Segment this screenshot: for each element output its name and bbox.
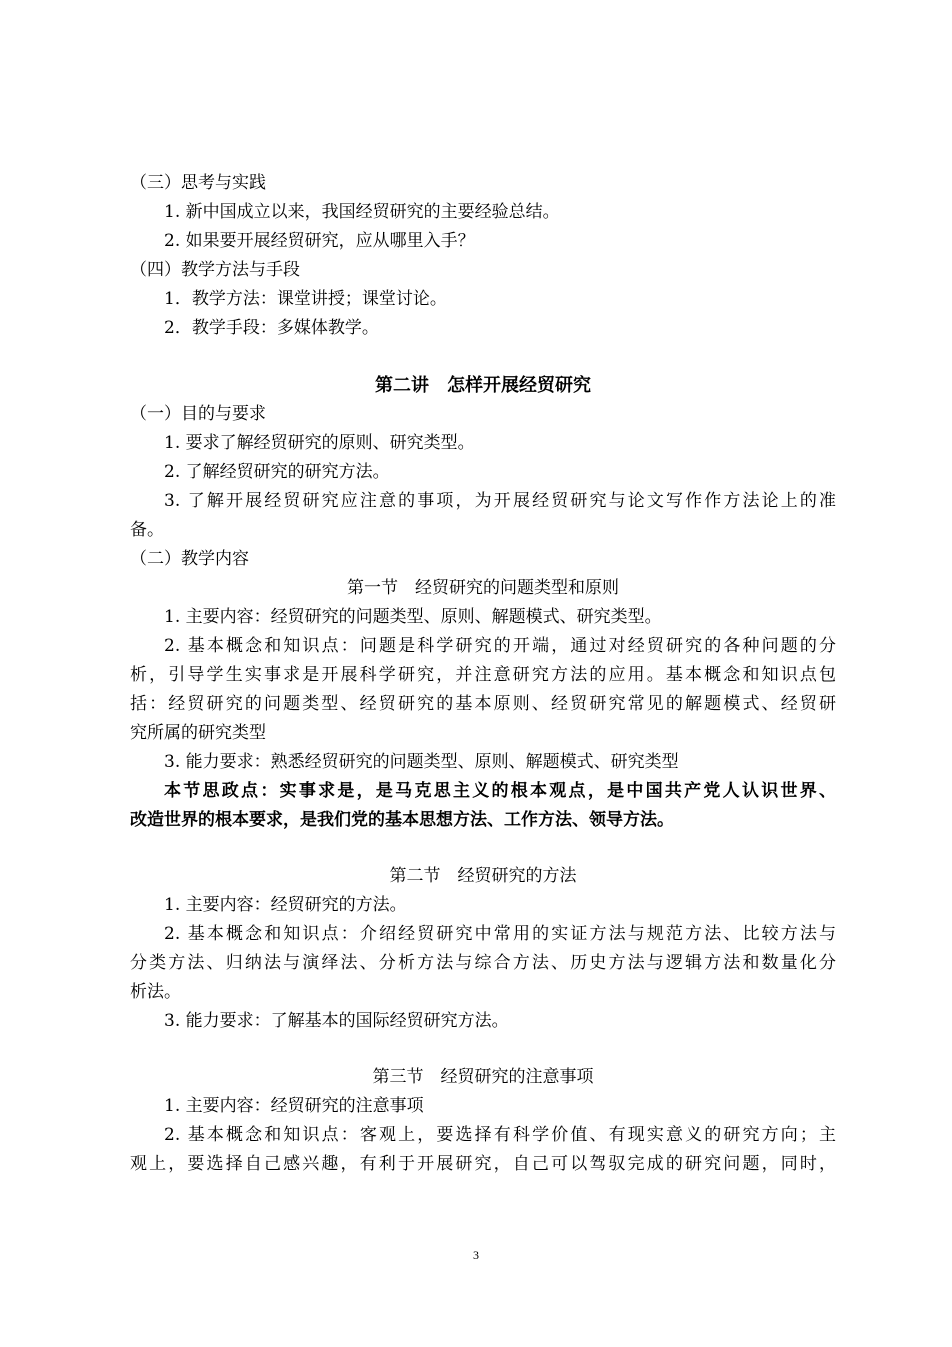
list-item: 1．教学方法：课堂讲授；课堂讨论。 (164, 289, 447, 309)
heading-teaching-content: （二）教学内容 (130, 549, 249, 569)
paragraph-line: 2. 基本概念和知识点：问题是科学研究的开端，通过对经贸研究的各种问题的分 (164, 636, 836, 656)
list-item: 1. 主要内容：经贸研究的问题类型、原则、解题模式、研究类型。 (164, 607, 662, 627)
list-item: 1. 新中国成立以来，我国经贸研究的主要经验总结。 (164, 202, 560, 222)
section-title: 第三节 经贸研究的注意事项 (372, 1067, 594, 1087)
paragraph-line: 3. 了解开展经贸研究应注意的事项，为开展经贸研究与论文写作作方法论上的准 (164, 491, 836, 511)
list-item: 2. 了解经贸研究的研究方法。 (164, 462, 390, 482)
lecture-title: 第二讲 怎样开展经贸研究 (375, 375, 591, 396)
paragraph-line: 析，引导学生实事求是开展科学研究，并注意研究方法的应用。基本概念和知识点包 (130, 665, 836, 685)
heading-objectives: （一）目的与要求 (130, 404, 266, 424)
list-item: 3. 能力要求：了解基本的国际经贸研究方法。 (164, 1011, 509, 1031)
heading-teaching-methods: （四）教学方法与手段 (130, 260, 300, 280)
paragraph-line: 2. 基本概念和知识点：介绍经贸研究中常用的实证方法与规范方法、比较方法与 (164, 924, 836, 944)
list-item: 2. 如果要开展经贸研究，应从哪里入手？ (164, 231, 475, 251)
ideology-point: 改造世界的根本要求，是我们党的基本思想方法、工作方法、领导方法。 (130, 810, 674, 830)
paragraph-line: 究所属的研究类型 (130, 723, 266, 743)
ideology-point: 本节思政点：实事求是，是马克思主义的根本观点，是中国共产党人认识世界、 (164, 781, 836, 801)
list-item: 3. 能力要求：熟悉经贸研究的问题类型、原则、解题模式、研究类型 (164, 752, 679, 772)
paragraph-line: 备。 (130, 520, 164, 540)
paragraph-line: 观上，要选择自己感兴趣，有利于开展研究，自己可以驾驭完成的研究问题，同时， (130, 1154, 836, 1174)
page-number: 3 (473, 1248, 479, 1262)
section-title: 第二节 经贸研究的方法 (389, 866, 577, 886)
list-item: 1. 主要内容：经贸研究的注意事项 (164, 1096, 424, 1116)
list-item: 1. 要求了解经贸研究的原则、研究类型。 (164, 433, 475, 453)
section-title: 第一节 经贸研究的问题类型和原则 (347, 578, 619, 598)
paragraph-line: 2. 基本概念和知识点：客观上，要选择有科学价值、有现实意义的研究方向；主 (164, 1125, 836, 1145)
paragraph-line: 析法。 (130, 982, 181, 1002)
paragraph-line: 括：经贸研究的问题类型、经贸研究的基本原则、经贸研究常见的解题模式、经贸研 (130, 694, 836, 714)
list-item: 1. 主要内容：经贸研究的方法。 (164, 895, 407, 915)
paragraph-line: 分类方法、归纳法与演绎法、分析方法与综合方法、历史方法与逻辑方法和数量化分 (130, 953, 836, 973)
heading-thinking-practice: （三）思考与实践 (130, 173, 266, 193)
list-item: 2．教学手段：多媒体教学。 (164, 318, 379, 338)
